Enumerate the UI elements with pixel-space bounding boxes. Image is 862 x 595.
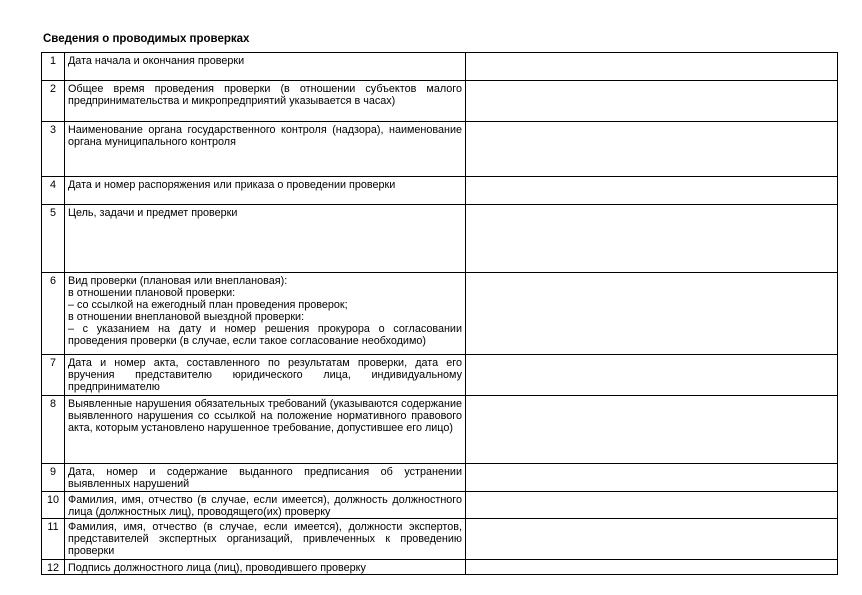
row-number: 5	[42, 205, 65, 273]
row-label-text: Фамилия, имя, отчество (в случае, если имеется), должности экспертов, представителей экспертных организаций, привлеченных к проведению проверки	[68, 521, 462, 557]
row-label	[65, 492, 466, 519]
row-label-text: Дата, номер и содержание выданного предписания об устранении выявленных нарушений	[68, 466, 462, 490]
row-label	[65, 464, 466, 492]
row-number: 3	[42, 122, 65, 177]
row-value-cell[interactable]	[466, 396, 838, 464]
row-label-text: Общее время проведения проверки (в отношении субъектов малого предпринимательства и микропредприятий указывается в часах)	[68, 83, 462, 107]
row-label-text: Наименование органа государственного контроля (надзора), наименование органа муниципального контроля	[68, 124, 462, 148]
table-row	[42, 53, 838, 81]
row-value-cell[interactable]	[466, 355, 838, 396]
table-row	[42, 396, 838, 464]
row-value-cell[interactable]	[466, 177, 838, 205]
row-value-cell[interactable]	[466, 273, 838, 355]
row-label-text: Дата и номер распоряжения или приказа о проведении проверки	[68, 179, 396, 191]
row-label	[65, 122, 466, 177]
row-label-text: Дата начала и окончания проверки	[68, 55, 245, 67]
row-number: 11	[42, 519, 65, 560]
table-row	[42, 464, 838, 492]
row-value-cell[interactable]	[466, 492, 838, 519]
row-number: 6	[42, 273, 65, 355]
row-number: 2	[42, 81, 65, 122]
row-label	[65, 396, 466, 464]
row-value-cell[interactable]	[466, 464, 838, 492]
row-label	[65, 177, 466, 205]
table-row	[42, 122, 838, 177]
row-value-cell[interactable]	[466, 205, 838, 273]
row-label	[65, 81, 466, 122]
row-label	[65, 205, 466, 273]
table-row	[42, 519, 838, 560]
table-row	[42, 81, 838, 122]
row-label-text: Подпись должностного лица (лиц), проводившего проверку	[68, 562, 366, 574]
table-row	[42, 355, 838, 396]
table-row	[42, 177, 838, 205]
row-value-cell[interactable]	[466, 519, 838, 560]
row-label	[65, 53, 466, 81]
row-value-cell[interactable]	[466, 560, 838, 575]
row-number: 9	[42, 464, 65, 492]
row-label	[65, 519, 466, 560]
table-row	[42, 273, 838, 355]
row-number: 10	[42, 492, 65, 519]
row-number: 7	[42, 355, 65, 396]
table-row	[42, 205, 838, 273]
row-label-text: Дата и номер акта, составленного по результатам проверки, дата его вручения представителю юридического лица, индивидуальному предпринимателю	[68, 357, 462, 393]
row-number: 8	[42, 396, 65, 464]
row-label	[65, 273, 466, 355]
row-number: 4	[42, 177, 65, 205]
row-label	[65, 560, 466, 575]
inspection-info-table	[41, 52, 838, 575]
row-number: 1	[42, 53, 65, 81]
row-label	[65, 355, 466, 396]
row-value-cell[interactable]	[466, 53, 838, 81]
row-label-text: Вид проверки (плановая или внеплановая): в отношении плановой проверки: – со ссылкой на ежегодный план проведения проверок; в отношении внеплановой выездной проверки: – с указанием на дату и номер решения прокурора о согласовании проведения проверки (в случае, если такое согласование необходимо)	[68, 275, 462, 347]
row-label-text: Цель, задачи и предмет проверки	[68, 207, 238, 219]
row-label-text: Фамилия, имя, отчество (в случае, если имеется), должность должностного лица (должностных лиц), проводящего(их) проверку	[68, 494, 462, 518]
row-label-text: Выявленные нарушения обязательных требований (указываются содержание выявленного нарушения со ссылкой на положение нормативного правового акта, которым установлено нарушенное требование, допустившее его лицо)	[68, 398, 462, 434]
document-title: Сведения о проводимых проверках	[43, 33, 250, 45]
table-row	[42, 560, 838, 575]
table-row	[42, 492, 838, 519]
row-value-cell[interactable]	[466, 81, 838, 122]
row-value-cell[interactable]	[466, 122, 838, 177]
row-number: 12	[42, 560, 65, 575]
